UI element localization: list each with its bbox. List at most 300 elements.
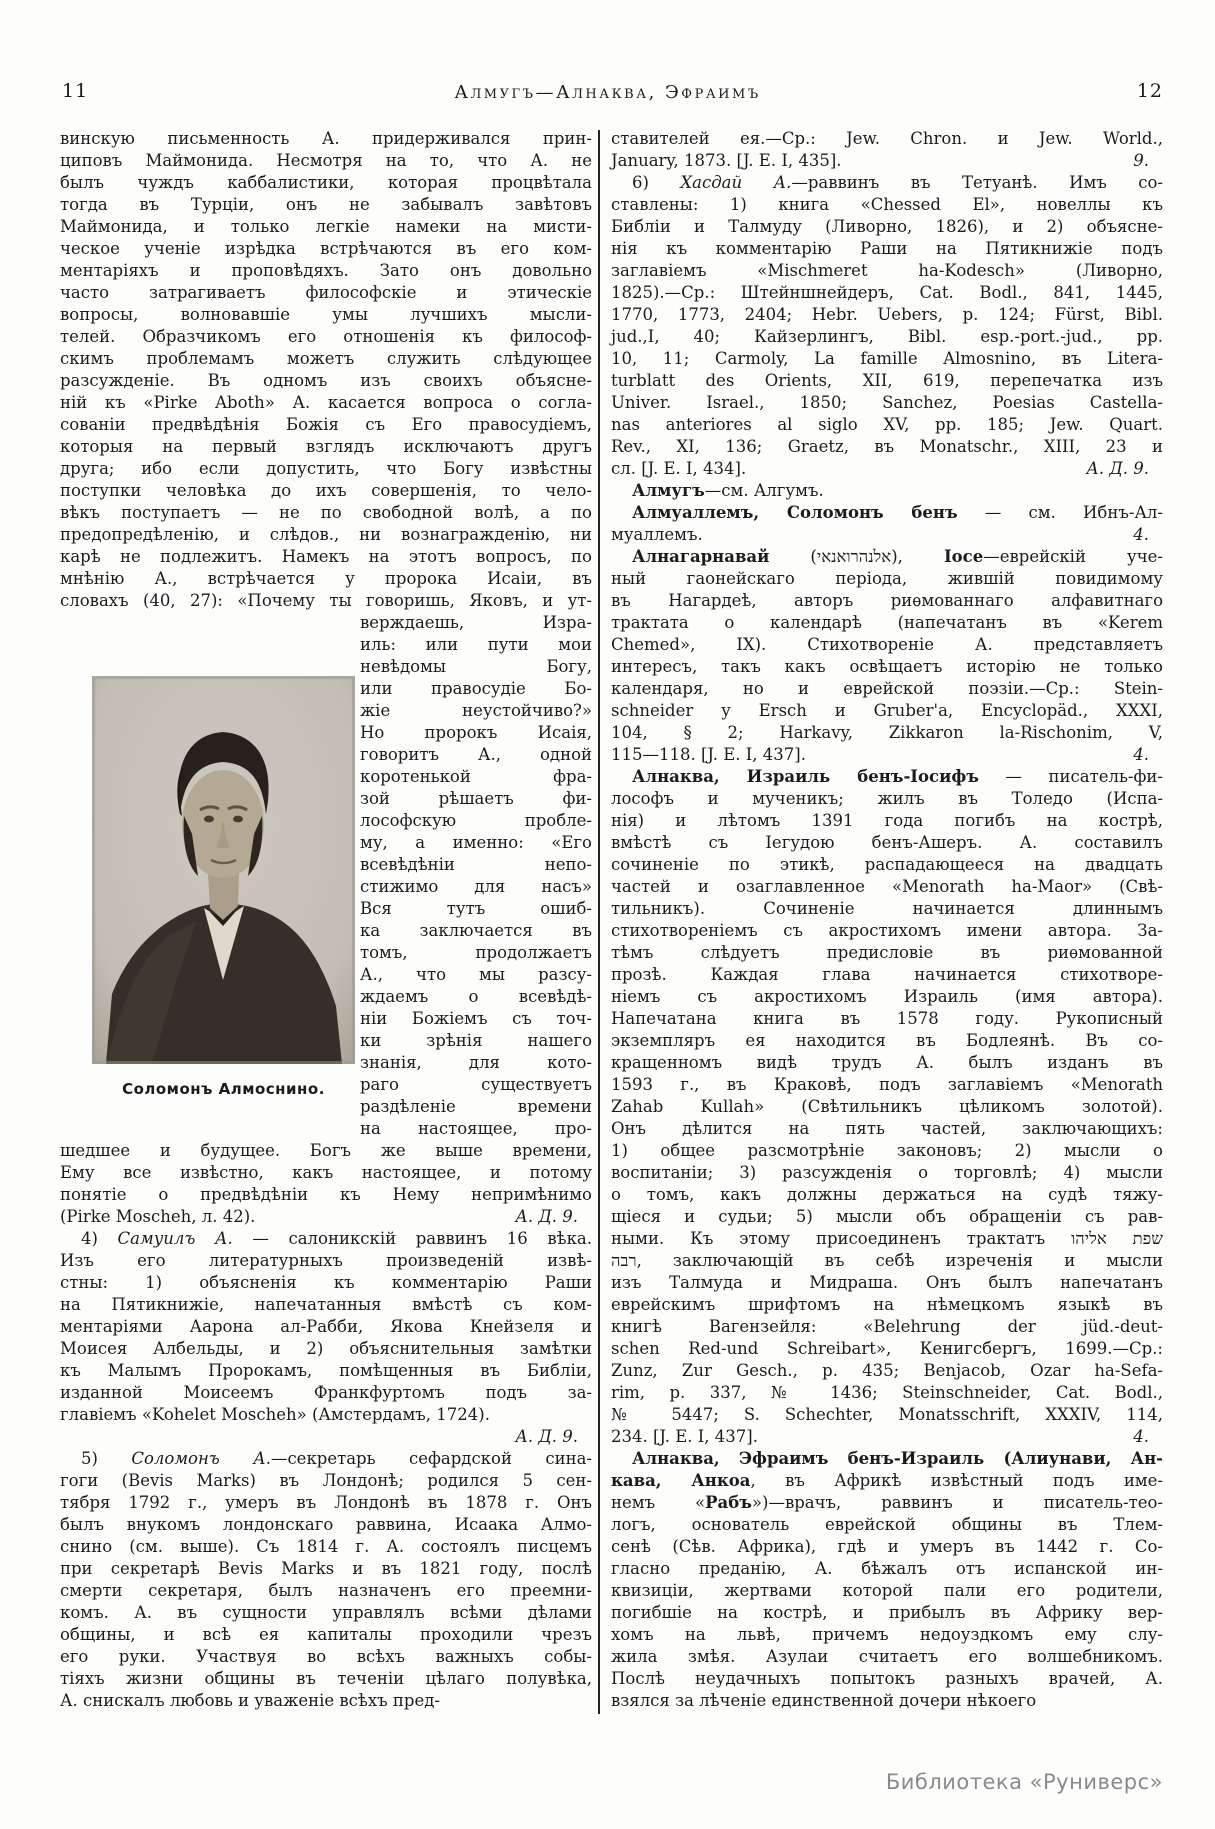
text-span bbox=[611, 744, 806, 766]
text-span: винскую письменность А. придерживался прин- bbox=[60, 129, 592, 148]
text-line bbox=[60, 172, 592, 194]
text-span: интересъ, такъ какъ освѣщаетъ исторію не только bbox=[611, 657, 1163, 676]
author-signature: 4. bbox=[1133, 745, 1149, 764]
text-span: словахъ (40, 27): «Почему ты говоришь, Яковъ, и ут- bbox=[60, 591, 592, 610]
text-line bbox=[611, 436, 1163, 458]
text-span: ніемъ съ акростихомъ Израиль (имя автора). bbox=[611, 987, 1163, 1006]
text-span: стны: 1) объясненія къ комментарію Раши bbox=[60, 1273, 592, 1292]
right-column bbox=[611, 128, 1163, 1712]
text-span: 1825).—Ср.: Штейншнейдеръ, Cat. Bodl., 841, 1445, bbox=[611, 283, 1163, 302]
entry-headword: Алмугъ bbox=[632, 481, 705, 500]
text-line bbox=[611, 1448, 1163, 1470]
text-span: воспитаніи; 3) разсужденія о торговлѣ; 4) мысли bbox=[611, 1163, 1163, 1182]
text-span bbox=[611, 458, 746, 480]
text-span: общины, и всѣ ея капиталы проходили чрезъ bbox=[60, 1625, 592, 1644]
text-span: (אלנהרואנאי), bbox=[769, 547, 944, 566]
text-span: А., что мы разсу- bbox=[360, 965, 592, 984]
text-span: —еврейскій уче- bbox=[983, 547, 1163, 566]
text-span: стихотвореніемъ съ акростихомъ имени автора. За- bbox=[611, 921, 1163, 940]
text-line bbox=[611, 1316, 1163, 1338]
text-line bbox=[60, 238, 592, 260]
text-line bbox=[60, 1338, 592, 1360]
text-line-with-signature bbox=[611, 744, 1163, 766]
text-line bbox=[611, 1184, 1163, 1206]
text-line bbox=[611, 1096, 1163, 1118]
text-span: телей. Образчикомъ его отношенія къ философ- bbox=[60, 327, 592, 346]
text-span bbox=[611, 1426, 758, 1448]
text-span: 115—118. [J. E. I, 437]. bbox=[611, 745, 806, 764]
text-span: тіяхъ жизни общины въ теченіи цѣлаго полувѣка, bbox=[60, 1669, 592, 1688]
text-line bbox=[60, 370, 592, 392]
text-span: муаллемъ. bbox=[611, 525, 703, 544]
text-span: знанія, для кото- bbox=[360, 1053, 592, 1072]
text-span: книгѣ Вагензейля: «Belehrung der jüd.-deut- bbox=[611, 1317, 1163, 1336]
text-span: 234. [J. E. I, 437]. bbox=[611, 1427, 758, 1446]
text-span: раздѣленіе времени bbox=[360, 1097, 592, 1116]
text-span: רבה bbox=[611, 1251, 637, 1270]
text-span: ментаріяхъ и проповѣдяхъ. Зато онъ довольно bbox=[60, 261, 592, 280]
text-line bbox=[60, 590, 592, 612]
text-span: schen Red-und Schreibart», Кенигсбергъ, 1699.—Ср.: bbox=[611, 1339, 1163, 1358]
text-line bbox=[60, 392, 592, 414]
text-span: на настоящее, про- bbox=[360, 1119, 592, 1138]
text-line bbox=[611, 1690, 1163, 1712]
text-span: друга; ибо если допустить, что Богу извѣстны bbox=[60, 459, 592, 478]
text-span: тильникъ). Сочиненіе начинается длиннымъ bbox=[611, 899, 1163, 918]
text-span: Изъ его литературныхъ произведеній извѣ- bbox=[60, 1251, 592, 1270]
text-line bbox=[611, 1294, 1163, 1316]
text-line bbox=[611, 810, 1163, 832]
text-span: сл. [J. E. I, 434]. bbox=[611, 459, 747, 478]
text-line bbox=[60, 348, 592, 370]
text-span: сочиненіе по этикѣ, распадающееся на двадцать bbox=[611, 855, 1163, 874]
text-line bbox=[611, 656, 1163, 678]
text-span: щіеся и судьи; 5) мысли объ обращеніи съ рав- bbox=[611, 1207, 1163, 1226]
portrait-caption: Соломонъ Алмоснино. bbox=[122, 1080, 325, 1098]
text-line bbox=[611, 502, 1163, 524]
text-span: ки зрѣнія нашего bbox=[360, 1031, 592, 1050]
text-line bbox=[60, 1624, 592, 1646]
text-line bbox=[611, 920, 1163, 942]
text-line bbox=[611, 1162, 1163, 1184]
text-span: шедшее и будущее. Богъ же выше времени, bbox=[60, 1141, 592, 1160]
text-line bbox=[611, 414, 1163, 436]
text-span: Univer. Israel., 1850; Sanchez, Poesias Castella- bbox=[611, 393, 1163, 412]
text-span: January, 1873. [J. E. I, 435]. bbox=[611, 151, 842, 170]
text-span: ставлены: 1) книга «Chessed El», новеллы къ bbox=[611, 195, 1163, 214]
entry-headword: Іосе bbox=[943, 547, 984, 566]
text-line bbox=[611, 1118, 1163, 1140]
text-line bbox=[60, 326, 592, 348]
page-number-right: 12 bbox=[1136, 80, 1163, 102]
text-span: нія къ комментарію Раши на Пятикнижіе подъ bbox=[611, 239, 1163, 258]
text-span: שפת אליהו bbox=[1071, 1229, 1163, 1248]
author-signature: 4. bbox=[1133, 1427, 1149, 1446]
text-line bbox=[60, 546, 592, 568]
text-line bbox=[60, 568, 592, 590]
text-line bbox=[611, 942, 1163, 964]
text-span: 1) общее разсмотрѣніе законовъ; 2) мысли о bbox=[611, 1141, 1163, 1160]
text-line bbox=[611, 194, 1163, 216]
text-line bbox=[60, 1580, 592, 1602]
text-line bbox=[611, 1228, 1163, 1250]
text-line bbox=[60, 260, 592, 282]
text-span: —раввинъ въ Тетуанѣ. Имъ со- bbox=[791, 173, 1163, 192]
text-span: , въ Африкѣ извѣстный подъ име- bbox=[750, 1471, 1163, 1490]
text-span: невѣдомы Богу, bbox=[360, 657, 592, 676]
text-line bbox=[60, 1316, 592, 1338]
text-span: nas anteriores al siglo XV, pp. 185; Jew. Quart. bbox=[611, 415, 1163, 434]
text-span: ческое ученіе изрѣдка встрѣчаются въ его ком- bbox=[60, 239, 592, 258]
text-line bbox=[611, 876, 1163, 898]
text-span: ментаріями Аарона ал-Рабби, Якова Кнейзеля и bbox=[60, 1317, 592, 1336]
text-line bbox=[60, 480, 592, 502]
text-span: гоги (Bevis Marks) въ Лондонѣ; родился 5 сен- bbox=[60, 1471, 592, 1490]
text-span: тогда въ Турціи, онъ не забывалъ завѣтовъ bbox=[60, 195, 592, 214]
text-span: —секретарь сефардской сина- bbox=[270, 1449, 592, 1468]
text-line bbox=[60, 1228, 592, 1250]
text-span: ній къ «Pirke Aboth» А. касается вопроса о согла- bbox=[60, 393, 592, 412]
text-span: смерти секретаря, былъ назначенъ его преемни- bbox=[60, 1581, 592, 1600]
text-line bbox=[60, 502, 592, 524]
text-span: Zunz, Zur Gesch., p. 435; Benjacob, Ozar ha-Sefa- bbox=[611, 1361, 1163, 1380]
text-line bbox=[60, 1448, 592, 1470]
text-span: Но пророкъ Исаія, bbox=[360, 723, 592, 742]
text-span: — писатель-фи- bbox=[978, 767, 1163, 786]
text-line bbox=[611, 568, 1163, 590]
text-line bbox=[60, 1294, 592, 1316]
text-line bbox=[60, 1272, 592, 1294]
text-span: изданной Моисеемъ Франкфуртомъ подъ за- bbox=[60, 1383, 592, 1402]
entry-headword: кава, Анкоа bbox=[611, 1471, 751, 1490]
text-line bbox=[611, 1668, 1163, 1690]
text-span: трактата о календарѣ (напечатанъ въ «Kerem bbox=[611, 613, 1163, 632]
text-span: № 5447; S. Schechter, Monatsschrift, XXXIV, 114, bbox=[611, 1405, 1163, 1424]
text-line bbox=[611, 964, 1163, 986]
text-span: лософскую пробле- bbox=[360, 811, 592, 830]
entry-headword: Рабъ bbox=[705, 1493, 752, 1512]
text-line bbox=[60, 1558, 592, 1580]
text-span: часто затрагиваетъ философскіе и этическіе bbox=[60, 283, 592, 302]
text-span: turblatt des Orients, XII, 619, перепечатка изъ bbox=[611, 371, 1163, 390]
text-span: которыя на первый взглядъ исключаютъ другъ bbox=[60, 437, 592, 456]
text-line bbox=[611, 1338, 1163, 1360]
text-span: вмѣстѣ съ Іегудою бенъ-Ашеръ. А. составилъ bbox=[611, 833, 1163, 852]
text-span: поступки человѣка до ихъ совершенія, то чело- bbox=[60, 481, 592, 500]
text-line bbox=[611, 1514, 1163, 1536]
text-line bbox=[611, 348, 1163, 370]
text-span: погибшіе на кострѣ, и прибылъ въ Африку вер- bbox=[611, 1603, 1163, 1622]
text-span: всевѣдѣніи непо- bbox=[360, 855, 592, 874]
text-span: тября 1792 г., умеръ въ Лондонѣ въ 1878 г. Онъ bbox=[60, 1493, 592, 1512]
text-line bbox=[60, 414, 592, 436]
text-span: иль: или пути мои bbox=[360, 635, 592, 654]
text-line bbox=[60, 1250, 592, 1272]
text-span: снино (см. выше). Съ 1814 г. А. состоялъ писцемъ bbox=[60, 1537, 592, 1556]
text-span: понятіе о предвѣдѣніи къ Нему непримѣнимо bbox=[60, 1185, 592, 1204]
text-line bbox=[611, 1360, 1163, 1382]
text-line bbox=[611, 1536, 1163, 1558]
text-span: заглавіемъ «Mischmeret ha-Kodesch» (Ливорно, bbox=[611, 261, 1163, 280]
text-span: »)—врачъ, раввинъ и писатель-тео- bbox=[751, 1493, 1163, 1512]
text-line bbox=[611, 480, 1163, 502]
entry-headword: Алнаква, Израиль бенъ-Іосифъ bbox=[632, 767, 979, 786]
text-span: rim, p. 337, № 1436; Steinschneider, Cat. Bodl., bbox=[611, 1383, 1163, 1402]
text-line-with-signature bbox=[60, 1426, 592, 1448]
text-span: нія) и лѣтомъ 1391 года погибъ на кострѣ, bbox=[611, 811, 1163, 830]
text-span: 10, 11; Carmoly, La famille Almosnino, въ Litera- bbox=[611, 349, 1163, 368]
text-span: лософъ и мученикъ; жилъ въ Толедо (Испа- bbox=[611, 789, 1163, 808]
text-line bbox=[60, 1492, 592, 1514]
text-span: еврейскимъ шрифтомъ на нѣмецкомъ языкѣ въ bbox=[611, 1295, 1163, 1314]
entry-name-italic: Хасдай А. bbox=[680, 173, 792, 192]
text-span: томъ, продолжаетъ bbox=[360, 943, 592, 962]
text-line bbox=[60, 1360, 592, 1382]
text-span: зой рѣшаетъ фи- bbox=[360, 789, 592, 808]
text-span: —см. Алгумъ. bbox=[704, 481, 824, 500]
portrait-figure bbox=[60, 612, 360, 1140]
text-line bbox=[60, 216, 592, 238]
text-span: вѣкъ поступаетъ — не по свободной волѣ, а по bbox=[60, 503, 592, 522]
text-span: 1770, 1773, 2404; Hebr. Uebers, p. 124; Fürst, Bibl. bbox=[611, 305, 1163, 324]
text-span: 5) bbox=[81, 1449, 132, 1468]
text-span: предопредѣленію, и слѣдов., ни вознагражденію, ни bbox=[60, 525, 592, 544]
text-span: му, а именно: «Его bbox=[360, 833, 592, 852]
text-line bbox=[611, 304, 1163, 326]
text-line bbox=[611, 1074, 1163, 1096]
text-span: стижимо для насъ» bbox=[360, 877, 592, 896]
text-span: ный гаонейскаго періода, жившій повидимому bbox=[611, 569, 1163, 588]
text-span: его руки. Участвуя во всѣхъ важныхъ собы- bbox=[60, 1647, 592, 1666]
text-span: мнѣнію А., встрѣчается у пророка Исаіи, въ bbox=[60, 569, 592, 588]
text-line bbox=[60, 1382, 592, 1404]
text-line bbox=[611, 1624, 1163, 1646]
text-span bbox=[60, 1206, 255, 1228]
text-line bbox=[611, 260, 1163, 282]
entry-headword: Алнагарнавай bbox=[632, 547, 770, 566]
text-span: немъ « bbox=[611, 1493, 706, 1512]
text-line bbox=[611, 546, 1163, 568]
text-span: карѣ не подлежитъ. Намекъ на этотъ вопросъ, по bbox=[60, 547, 592, 566]
entry-name-italic: Соломонъ А. bbox=[131, 1449, 271, 1468]
text-line bbox=[611, 612, 1163, 634]
text-line bbox=[611, 788, 1163, 810]
text-span: въ Нагардеѣ, авторъ риѳмованнаго алфавитнаго bbox=[611, 591, 1163, 610]
entry-name-italic: Самуилъ А. bbox=[117, 1229, 233, 1248]
text-line bbox=[611, 1250, 1163, 1272]
text-span: главіемъ «Kohelet Moscheh» (Амстердамъ, 1724). bbox=[60, 1405, 490, 1424]
text-span: логъ, основатель еврейской общины въ Тлем- bbox=[611, 1515, 1163, 1534]
text-line bbox=[611, 1492, 1163, 1514]
entry-headword: Алмуаллемъ, Соломонъ бенъ bbox=[632, 503, 958, 522]
text-span: квизиціи, жертвами которой пали его родители, bbox=[611, 1581, 1163, 1600]
text-span: скимъ проблемамъ можетъ служить слѣдующее bbox=[60, 349, 592, 368]
text-line-with-signature bbox=[611, 150, 1163, 172]
text-span: Библіи и Талмуду (Ливорно, 1826), и 2) объясне- bbox=[611, 217, 1163, 236]
text-line bbox=[611, 898, 1163, 920]
text-line bbox=[60, 524, 592, 546]
text-line bbox=[60, 128, 592, 150]
text-line bbox=[611, 1382, 1163, 1404]
text-span: ставителей ея.—Ср.: Jew. Chron. и Jew. World., bbox=[611, 129, 1163, 148]
running-title: Алмугъ—Алнаква, Эфраимъ bbox=[454, 82, 761, 103]
text-line-with-signature bbox=[611, 458, 1163, 480]
text-span: ждаемъ о всевѣдѣ- bbox=[360, 987, 592, 1006]
text-span: — салоникскій раввинъ 16 вѣка. bbox=[232, 1229, 592, 1248]
text-span: при секретарѣ Bevis Marks и въ 1821 году, послѣ bbox=[60, 1559, 592, 1578]
text-line bbox=[611, 1140, 1163, 1162]
text-line bbox=[60, 282, 592, 304]
text-span: циповъ Маймонида. Несмотря на то, что А. не bbox=[60, 151, 592, 170]
text-span: комъ. А. въ сущности управлялъ всѣми дѣлами bbox=[60, 1603, 592, 1622]
text-span: Напечатана книга въ 1578 году. Рукописный bbox=[611, 1009, 1163, 1028]
text-line bbox=[60, 1184, 592, 1206]
text-line bbox=[611, 238, 1163, 260]
text-line bbox=[611, 1008, 1163, 1030]
text-span: или правосудіе Бо- bbox=[360, 679, 592, 698]
text-line bbox=[611, 700, 1163, 722]
text-span: Rev., XI, 136; Graetz, въ Monatschr., XIII, 23 и bbox=[611, 437, 1163, 456]
text-span: schneider у Ersch и Gruber'a, Encyclopäd., XXXI, bbox=[611, 701, 1163, 720]
text-line bbox=[611, 172, 1163, 194]
text-line bbox=[611, 854, 1163, 876]
left-column bbox=[60, 128, 592, 1712]
text-span: Zahab Kullah» (Свѣтильникъ цѣликомъ золотой). bbox=[611, 1097, 1163, 1116]
text-line bbox=[60, 1470, 592, 1492]
text-span: календаря, но и еврейской поэзіи.—Ср.: Stein- bbox=[611, 679, 1163, 698]
text-line bbox=[611, 1580, 1163, 1602]
text-span: жіе неустойчиво?» bbox=[360, 701, 592, 720]
column-divider-rule bbox=[598, 130, 600, 1714]
text-span: къ Малымъ Пророкамъ, помѣщенныя въ Библіи, bbox=[60, 1361, 592, 1380]
text-span: — см. Ибнъ-Ал- bbox=[957, 503, 1163, 522]
text-span: сенѣ (Сѣв. Африка), гдѣ и умеръ въ 1442 г. Со- bbox=[611, 1537, 1163, 1556]
text-line bbox=[611, 1030, 1163, 1052]
text-span: говоритъ А., одной bbox=[360, 745, 592, 764]
author-signature: А. Д. 9. bbox=[515, 1207, 578, 1226]
text-span: о томъ, какъ должны держаться на судѣ тяжу- bbox=[611, 1185, 1163, 1204]
text-line bbox=[611, 216, 1163, 238]
text-span: тѣмъ слѣдуетъ предисловіе въ риѳмованной bbox=[611, 943, 1163, 962]
text-line bbox=[611, 1646, 1163, 1668]
text-span: А. снискалъ любовь и уваженіе всѣхъ пред- bbox=[60, 1691, 440, 1710]
text-span: Chemed», IX). Стихотвореніе А. представляетъ bbox=[611, 635, 1163, 654]
text-line bbox=[611, 832, 1163, 854]
text-line bbox=[611, 986, 1163, 1008]
text-span bbox=[611, 150, 842, 172]
text-line-with-signature bbox=[60, 1206, 592, 1228]
text-span: частей и озаглавленное «Menorath ha-Maor» (Свѣ- bbox=[611, 877, 1163, 896]
text-line bbox=[60, 150, 592, 172]
watermark: Библиотека «Руниверс» bbox=[885, 1770, 1163, 1794]
text-span: прозѣ. Каждая глава начинается стихотворе- bbox=[611, 965, 1163, 984]
text-span: хомъ на львѣ, причемъ недоуздкомъ ему слу- bbox=[611, 1625, 1163, 1644]
text-line bbox=[60, 1140, 592, 1162]
text-span: на Пятикнижіе, напечатанныя вмѣстѣ съ ком- bbox=[60, 1295, 592, 1314]
text-span: jud.,I, 40; Кайзерлингъ, Bibl. esp.-port.-jud., pp. bbox=[611, 327, 1163, 346]
author-signature: А. Д. 9. bbox=[1086, 459, 1149, 478]
text-span: изъ Талмуда и Мидраша. Онъ былъ напечатанъ bbox=[611, 1273, 1163, 1292]
text-span: сованіи предвѣдѣнія Божія съ Его правосудіемъ, bbox=[60, 415, 592, 434]
text-line bbox=[611, 1052, 1163, 1074]
text-line bbox=[60, 304, 592, 326]
portrait-image bbox=[92, 676, 355, 1064]
author-signature: 4. bbox=[1133, 525, 1149, 544]
text-span: былъ чуждъ каббалистики, которая процвѣтала bbox=[60, 173, 592, 192]
text-span: раго существуетъ bbox=[360, 1075, 592, 1094]
text-span: , заключающій въ себѣ изреченія и мысли bbox=[636, 1251, 1163, 1270]
text-line bbox=[60, 458, 592, 480]
text-line bbox=[60, 194, 592, 216]
text-line bbox=[611, 766, 1163, 788]
text-line bbox=[60, 1646, 592, 1668]
text-line-with-signature bbox=[611, 1426, 1163, 1448]
text-line bbox=[611, 1602, 1163, 1624]
text-span: Маймонида, и только легкіе намеки на мисти- bbox=[60, 217, 592, 236]
text-line bbox=[60, 1162, 592, 1184]
text-line bbox=[611, 1558, 1163, 1580]
text-span: кращенномъ видѣ трудъ А. былъ изданъ въ bbox=[611, 1053, 1163, 1072]
text-line bbox=[60, 1668, 592, 1690]
text-span: разсужденіе. Въ одномъ изъ своихъ объясне- bbox=[60, 371, 592, 390]
text-line bbox=[611, 1206, 1163, 1228]
text-span bbox=[611, 524, 703, 546]
text-line bbox=[611, 722, 1163, 744]
text-line bbox=[611, 634, 1163, 656]
text-span: жила змѣя. Азулаи считаетъ его волшебникомъ. bbox=[611, 1647, 1163, 1666]
text-line bbox=[611, 678, 1163, 700]
text-line bbox=[611, 370, 1163, 392]
text-line bbox=[60, 436, 592, 458]
text-line bbox=[60, 1514, 592, 1536]
text-span: верждаешь, Изра- bbox=[360, 613, 592, 632]
text-span: Онъ дѣлится на пять частей, заключающихъ: bbox=[611, 1119, 1163, 1138]
text-line bbox=[611, 326, 1163, 348]
text-span: былъ внукомъ лондонскаго раввина, Исаака Алмо- bbox=[60, 1515, 592, 1534]
text-span: взялся за лѣченіе единственной дочери нѣкоего bbox=[611, 1691, 1037, 1710]
text-span: (Pirke Moscheh, л. 42). bbox=[60, 1207, 256, 1226]
text-span: коротенькой фра- bbox=[360, 767, 592, 786]
text-line bbox=[611, 392, 1163, 414]
text-line bbox=[611, 1272, 1163, 1294]
entry-headword: Алнаква, Эфраимъ бенъ-Израиль (Алиунави, Ан- bbox=[632, 1449, 1163, 1468]
text-line bbox=[60, 1602, 592, 1624]
text-span: экземпляръ ея находится въ Бодлеянѣ. Въ со- bbox=[611, 1031, 1163, 1050]
text-span: ными. Къ этому присоединенъ трактатъ bbox=[611, 1229, 1072, 1248]
text-line bbox=[611, 590, 1163, 612]
text-span: Ему все извѣстно, какъ настоящее, и потому bbox=[60, 1163, 592, 1182]
text-line bbox=[60, 1690, 592, 1712]
author-signature: 9. bbox=[1133, 151, 1149, 170]
text-span: 4) bbox=[81, 1229, 118, 1248]
author-signature: А. Д. 9. bbox=[515, 1427, 578, 1446]
text-span: 6) bbox=[632, 173, 681, 192]
text-span: ка заключается въ bbox=[360, 921, 592, 940]
text-line bbox=[611, 128, 1163, 150]
text-line bbox=[60, 1536, 592, 1558]
text-line bbox=[611, 1404, 1163, 1426]
text-line bbox=[611, 1470, 1163, 1492]
text-span: 104, § 2; Harkavy, Zikkaron la-Rischonim, V, bbox=[611, 723, 1163, 742]
text-span: 1593 г., въ Краковѣ, подъ заглавіемъ «Menorath bbox=[611, 1075, 1163, 1094]
text-span: вопросы, волновавшіе умы лучшихъ мысли- bbox=[60, 305, 592, 324]
text-span: ніи Божіемъ съ точ- bbox=[360, 1009, 592, 1028]
text-span: Вся тутъ ошиб- bbox=[360, 899, 592, 918]
text-line bbox=[611, 282, 1163, 304]
text-span: Моисея Албельды, и 2) объяснительныя замѣтки bbox=[60, 1339, 592, 1358]
text-span: Послѣ неудачныхъ попытокъ разныхъ врачей, А. bbox=[611, 1669, 1163, 1688]
text-line-with-signature bbox=[611, 524, 1163, 546]
